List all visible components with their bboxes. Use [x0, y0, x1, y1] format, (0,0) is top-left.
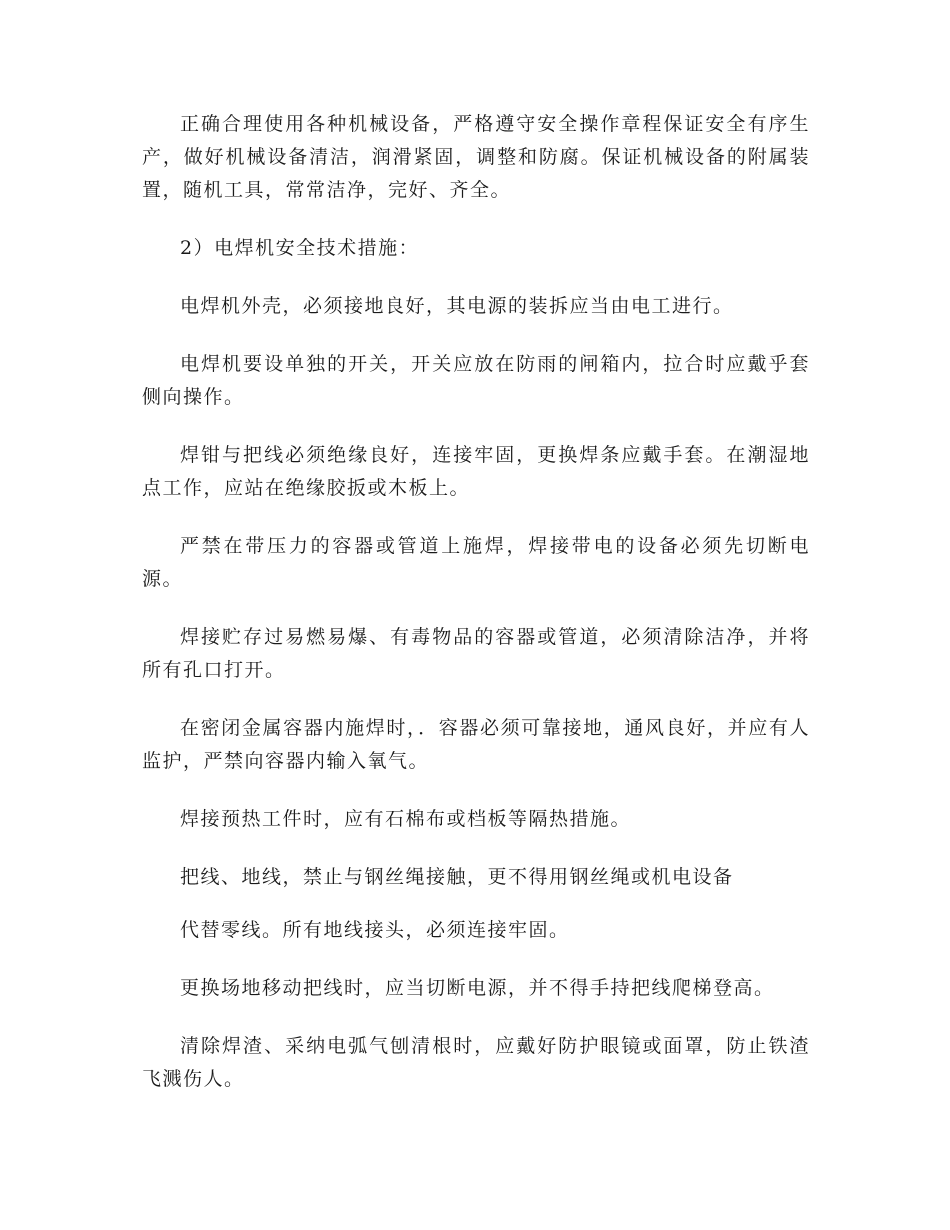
paragraph-slag-removal: 清除焊渣、采纳电弧气刨清根时，应戴好防护眼镜或面罩，防止铁渣飞溅伤人。 — [142, 1035, 810, 1090]
paragraph-welding-tongs: 焊钳与把线必须绝缘良好，连接牢固，更换焊条应戴手套。在潮湿地点工作，应站在绝缘胶扳或木板上。 — [142, 444, 810, 499]
paragraph-machinery-maintenance: 正确合理使用各种机械设备，严格遵守安全操作章程保证安全有序生产，做好机械设备清洁，润滑紧固，调整和防腐。保证机械设备的附属装置，随机工具，常常洁净，完好、齐全。 — [142, 113, 810, 201]
paragraph-moving-site: 更换场地移动把线时，应当切断电源，并不得手持把线爬梯登高。 — [180, 977, 775, 999]
paragraph-welder-grounding: 电焊机外壳，必须接地良好，其电源的装拆应当由电工进行。 — [180, 295, 734, 317]
section-heading-welder-safety: 2）电焊机安全技术措施： — [180, 237, 420, 259]
paragraph-flammable-containers: 焊接贮存过易燃易爆、有毒物品的容器或管道，必须清除洁净，并将所有孔口打开。 — [142, 626, 810, 681]
paragraph-pressure-vessels: 严禁在带压力的容器或管道上施焊，焊接带电的设备必须先切断电源。 — [142, 535, 810, 590]
paragraph-preheating: 焊接预热工件时，应有石棉布或档板等隔热措施。 — [180, 808, 632, 830]
paragraph-closed-containers: 在密闭金属容器内施焊时，．容器必须可靠接地，通风良好，并应有人监护，严禁向容器内输入氧气。 — [142, 717, 810, 772]
paragraph-welder-switch: 电焊机要设单独的开关，开关应放在防雨的闸箱内，拉合时应戴乎套侧向操作。 — [142, 353, 810, 408]
paragraph-wire-rope-contact: 把线、地线，禁止与钢丝绳接触，更不得用钢丝绳或机电设备 — [180, 866, 734, 888]
paragraph-ground-joints: 代替零线。所有地线接头，必须连接牢固。 — [180, 919, 570, 941]
